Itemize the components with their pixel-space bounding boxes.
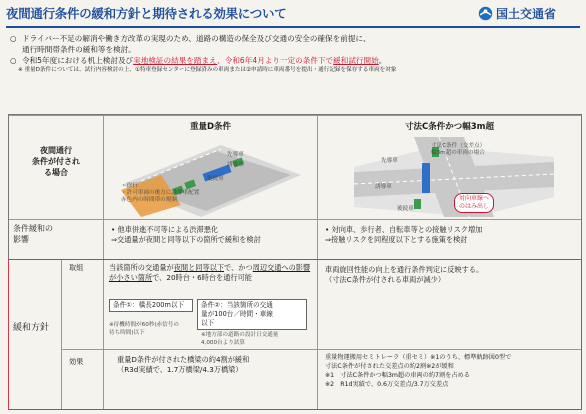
effect-size-c: 重量物運搬用セミトレーラ（重セミ）※1のうち、標準軌跡図0型で 寸法C条件が付された交差点の約2割※2が緩和 ※1 寸法C条件かつ幅3m超の車両の約7割を占める ※2 R1d実績で、0.6万交差点/3.7万交差点: [325, 354, 512, 388]
comparison-table: [8, 114, 582, 410]
sub-label-measures: 取組: [69, 263, 84, 272]
logo-text: 国土交通省: [496, 7, 557, 21]
row-label-night-condition: 夜間通行 条件が付され る場合: [32, 146, 80, 177]
policy-weight-d: 当該箇所の交通量が夜間と同等以下で、かつ周辺交通への影響が小さい箇所で、20時台・6時台を通行可能: [109, 263, 311, 282]
condition-2-note: ※地方部の道路の設計日交通量 4,000台より試算: [201, 332, 279, 346]
summary-bullets: [10, 33, 580, 74]
c-condition-label: 寸法C条件（交差点） 幅3m超の車両の場合: [431, 143, 486, 156]
column-header-size-c: 寸法C条件かつ幅3m超: [404, 122, 494, 132]
bullet-2: ○ 令和5年度における机上検討及び実地検証の結果を踏まえ、令和6年4月より一定の条件下で緩和試行開始。: [10, 56, 387, 65]
c-callout-oncoming-lane: 対向車線へ のはみ出し: [454, 193, 494, 213]
impact-size-c: • 対向車、歩行者、自転車等との接触リスク増加 ⇒接触リスクを同程度以下とする施策を検討: [325, 225, 483, 244]
condition-1-note: ※待機時間が60秒(赤信号の 待ち時間)以下: [109, 322, 179, 336]
footnote: ※ 重量D条件については、試行内容検討の上、①特車登録センターに登録済みの車両または②申請時に車両番号を提出・通行記録を保存する車両を対象: [18, 67, 397, 73]
policy-size-c: 車両旋回性能の向上を通行条件判定に反映する。 （寸法C条件が付される車両が減少）: [325, 265, 484, 284]
c-label-lead-car: 先導車: [381, 158, 398, 164]
c-label-guide-car: 誘導車: [375, 184, 392, 190]
title-divider: [6, 26, 580, 28]
sub-label-effects: 効果: [69, 357, 84, 366]
d-legend: ・徐行 ・許可車両の後方に誘導車配置 赤色内の時間帯の規制: [121, 183, 200, 203]
ministry-logo: [478, 5, 556, 22]
d-label-guide-car: 誘導車: [227, 162, 244, 168]
condition-2-box: 条件②：当該箇所の交通 量が100台／時間・車線 以下: [197, 299, 307, 330]
c-label-rear-car: 後続車: [397, 206, 414, 212]
column-header-weight-d: 重量D条件: [189, 122, 232, 132]
condition-1-box: 条件①：橋長200m以下: [109, 299, 193, 312]
page-title: 夜間通行条件の緩和方針と期待される効果について: [6, 6, 287, 21]
impact-weight-d: • 他車併進不可等による渋滞悪化 ⇒交通量が夜間と同等以下の箇所で緩和を検討: [111, 225, 261, 244]
effect-weight-d: 重量D条件が付された橋梁の約4割が緩和 （R3d実績で、1.7万橋梁/4.3万橋梁）: [117, 355, 250, 374]
row-label-policy: 緩和方針: [13, 323, 50, 333]
d-label-lead-car: 先導車: [227, 152, 244, 158]
d-label-rear-car: 後続車: [207, 176, 224, 182]
mlit-emblem-icon: [478, 6, 493, 21]
row-label-impact: 条件緩和の 影響: [13, 224, 53, 244]
bullet-1: ○ ドライバー不足の解消や働き方改革の実現のため、道路の構造の保全及び交通の安全の確保を前提に、 通行時間帯条件の緩和等を検討。: [10, 34, 371, 54]
